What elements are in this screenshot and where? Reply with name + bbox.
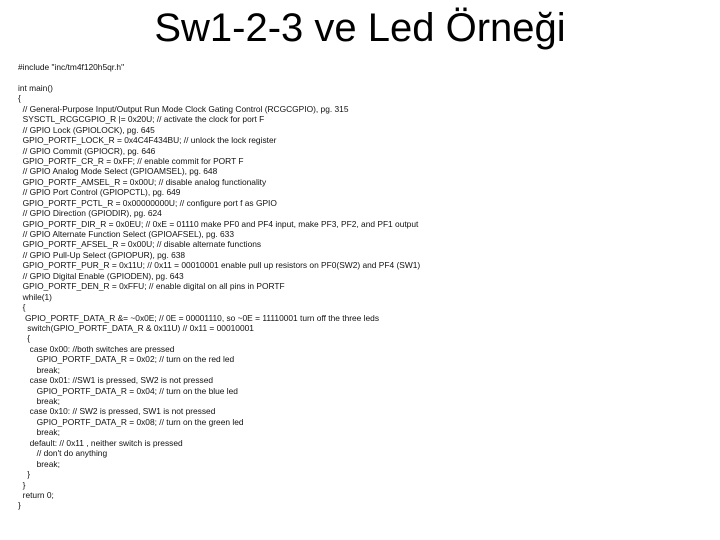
code-line: break; bbox=[18, 458, 60, 469]
code-line: // GPIO Pull-Up Select (GPIOPUR), pg. 638 bbox=[18, 249, 186, 260]
slide-title: Sw1-2-3 ve Led Örneği bbox=[154, 6, 566, 50]
code-line: // GPIO Analog Mode Select (GPIOAMSEL), pg. 648 bbox=[18, 166, 218, 177]
code-line: // GPIO Lock (GPIOLOCK), pg. 645 bbox=[18, 124, 155, 135]
code-line: // GPIO Direction (GPIODIR), pg. 624 bbox=[18, 208, 162, 219]
code-line: // General-Purpose Input/Output Run Mode Clock Gating Control (RCGCGPIO), pg. 315 bbox=[18, 103, 349, 114]
code-line bbox=[18, 72, 708, 82]
code-line: // don't do anything bbox=[18, 448, 108, 459]
code-line: break; bbox=[18, 396, 60, 406]
code-line: // GPIO Alternate Function Select (GPIOAFSEL), pg. 633 bbox=[18, 229, 234, 239]
code-line: GPIO_PORTF_DATA_R &= ~0x0E; // 0E = 00001110, so ~0E = 11110001 turn off the three leds bbox=[18, 312, 380, 323]
code-line: break; bbox=[18, 427, 60, 438]
code-line: GPIO_PORTF_DIR_R = 0x0EU; // 0xE = 01110 make PF0 and PF4 input, make PF3, PF2, and PF1 output bbox=[18, 218, 419, 229]
code-line: case 0x10: // SW2 is pressed, SW1 is not pressed bbox=[18, 406, 216, 417]
code-line: GPIO_PORTF_DEN_R = 0xFFU; // enable digital on all pins in PORTF bbox=[18, 281, 285, 292]
code-line: // GPIO Digital Enable (GPIODEN), pg. 643 bbox=[18, 270, 184, 281]
code-line: // GPIO Port Control (GPIOPCTL), pg. 649 bbox=[18, 187, 181, 198]
code-line: GPIO_PORTF_LOCK_R = 0x4C4F434BU; // unlock the lock register bbox=[18, 135, 277, 146]
code-line: case 0x01: //SW1 is pressed, SW2 is not pressed bbox=[18, 375, 214, 386]
code-line: default: // 0x11 , neither switch is pressed bbox=[18, 437, 183, 448]
code-line: GPIO_PORTF_PUR_R = 0x11U; // 0x11 = 00010001 enable pull up resistors on PF0(SW2) and PF4 (SW1) bbox=[18, 260, 421, 271]
code-line: GPIO_PORTF_CR_R = 0xFF; // enable commit for PORT F bbox=[18, 155, 244, 166]
code-line: } bbox=[18, 479, 26, 490]
code-line: GPIO_PORTF_DATA_R = 0x08; // turn on the green led bbox=[18, 416, 244, 427]
code-line: GPIO_PORTF_AMSEL_R = 0x00U; // disable analog functionality bbox=[18, 176, 267, 187]
code-line: { bbox=[18, 333, 31, 344]
code-line: return 0; bbox=[18, 489, 54, 500]
code-line: int main() bbox=[18, 82, 53, 93]
code-line: while(1) bbox=[18, 291, 52, 302]
code-line: GPIO_PORTF_DATA_R = 0x04; // turn on the blue led bbox=[18, 385, 238, 396]
code-line: } bbox=[18, 469, 31, 480]
code-line: GPIO_PORTF_DATA_R = 0x02; // turn on the red led bbox=[18, 354, 235, 365]
code-line: GPIO_PORTF_PCTL_R = 0x00000000U; // configure port f as GPIO bbox=[18, 197, 277, 208]
code-line: // GPIO Commit (GPIOCR), pg. 646 bbox=[18, 145, 156, 156]
code-line: } bbox=[18, 500, 21, 511]
code-line: GPIO_PORTF_AFSEL_R = 0x00U; // disable alternate functions bbox=[18, 239, 262, 250]
code-line: { bbox=[18, 93, 21, 104]
code-line: #include "inc/tm4f120h5qr.h" bbox=[18, 62, 125, 72]
code-line: SYSCTL_RCGCGPIO_R |= 0x20U; // activate the clock for port F bbox=[18, 114, 265, 125]
code-line: break; bbox=[18, 364, 60, 375]
code-listing bbox=[18, 62, 708, 511]
code-line: { bbox=[18, 302, 26, 313]
code-line: switch(GPIO_PORTF_DATA_R & 0x11U) // 0x11 = 00010001 bbox=[18, 322, 254, 333]
code-line: case 0x00: //both switches are pressed bbox=[18, 343, 175, 354]
